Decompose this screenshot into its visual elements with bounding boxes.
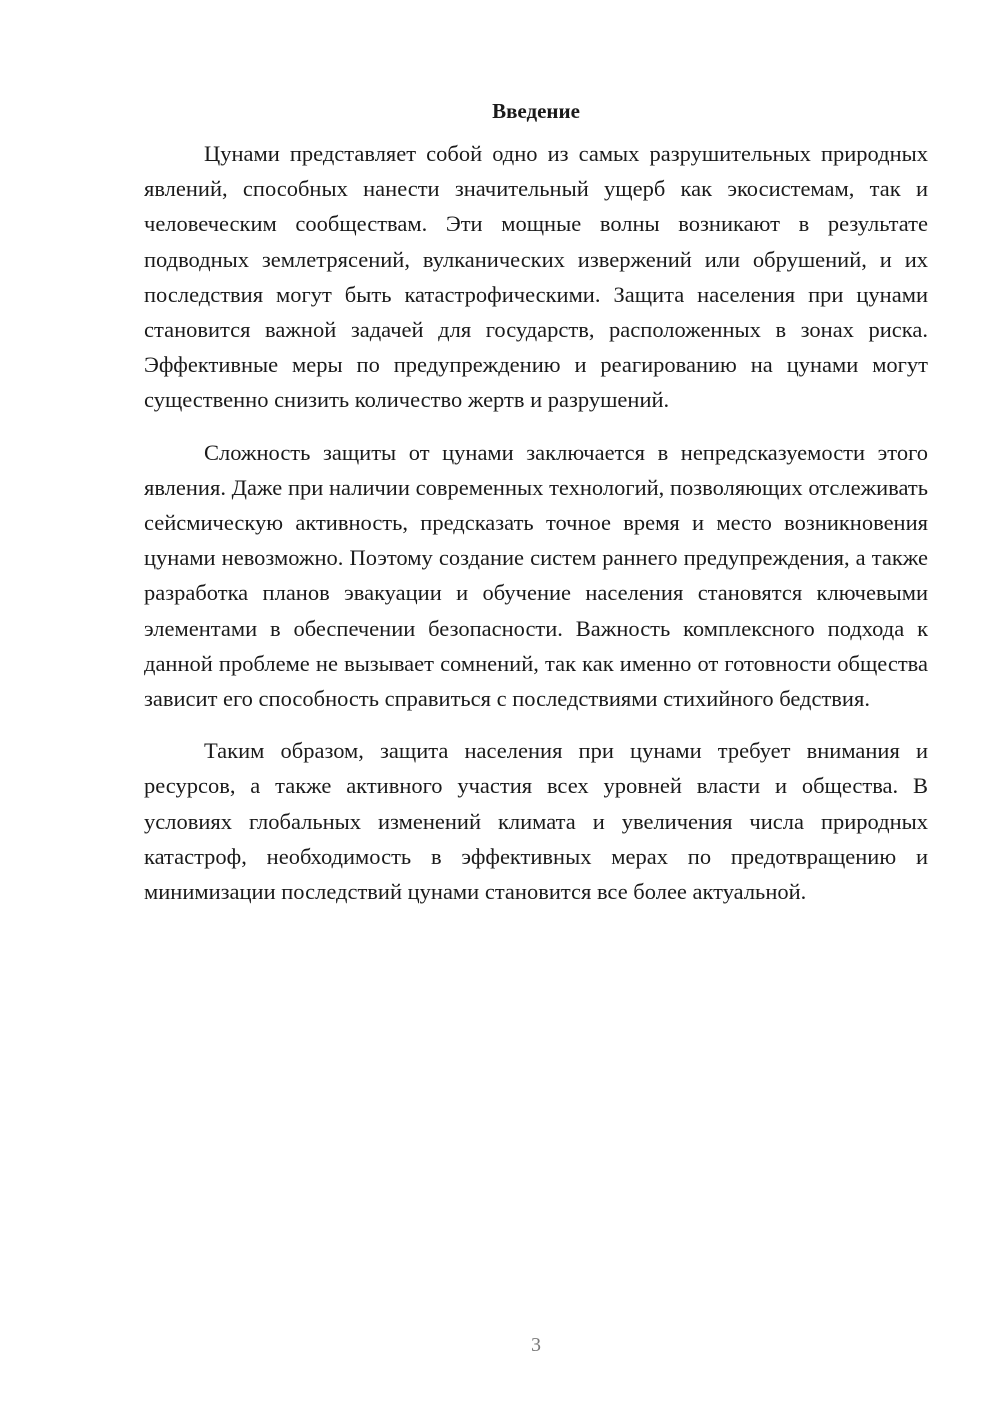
paragraph-3: Таким образом, защита населения при цунами требует внимания и ресурсов, а также активного участия всех уровней власти и общества. В условиях глобальных изменений климата и увеличения числа природных катастроф, необходимость в эффективных мерах по предотвращению и минимизации последствий цунами становится все более актуальной.	[144, 738, 928, 905]
paragraph-1: Цунами представляет собой одно из самых разрушительных природных явлений, способных нанести значительный ущерб как экосистемам, так и человеческим сообществам. Эти мощные волны возникают в результате подводных землетрясений, вулканических извержений или обрушений, и их последствия могут быть катастрофическими. Защита населения при цунами становится важной задачей для государств, расположенных в зонах риска. Эффективные меры по предупреждению и реагированию на цунами могут существенно снизить количество жертв и разрушений.	[144, 141, 928, 413]
section-title: Введение	[492, 99, 580, 123]
page-number: 3	[531, 1334, 541, 1356]
page-content	[144, 96, 928, 926]
paragraph-2: Сложность защиты от цунами заключается в непредсказуемости этого явления. Даже при наличии современных технологий, позволяющих отслеживать сейсмическую активность, предсказать точное время и место возникновения цунами невозможно. Поэтому создание систем раннего предупреждения, а также разработка планов эвакуации и обучение населения становятся ключевыми элементами в обеспечении безопасности. Важность комплексного подхода к данной проблеме не вызывает сомнений, так как именно от готовности общества зависит его способность справиться с последствиями стихийного бедствия.	[144, 439, 928, 712]
